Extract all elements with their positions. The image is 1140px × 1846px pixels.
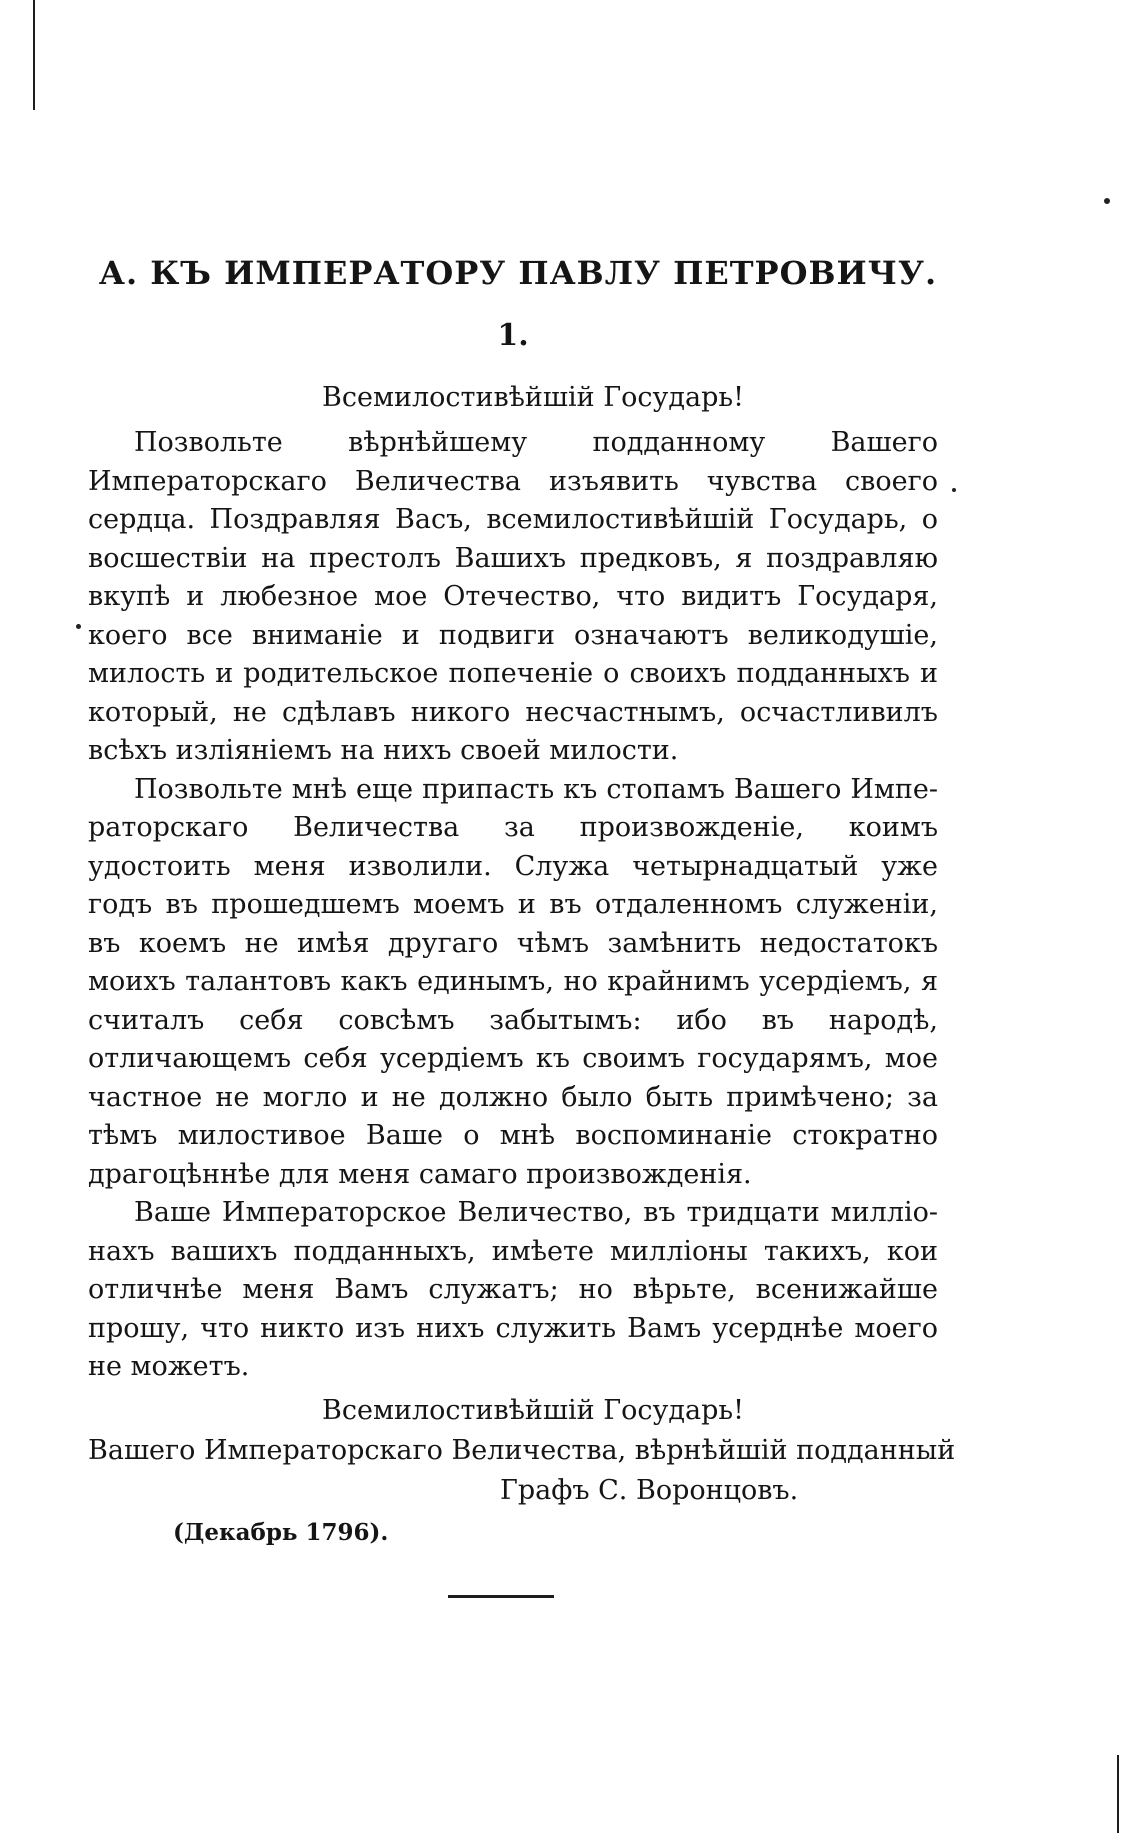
letter-number: 1.	[497, 318, 529, 353]
scan-edge-line-left	[33, 0, 35, 110]
scan-speck	[952, 488, 956, 492]
signature: Графъ С. Воронцовъ.	[500, 1474, 799, 1506]
salutation: Всемилостивѣйшій Государь!	[322, 382, 744, 413]
scan-edge-line-right	[1117, 1755, 1119, 1833]
letter-paragraph-2: Позвольте мнѣ еще припасть къ стопамъ Вашего Императорскаго Величества за произвожденіе, коимъ удостоить меня изволили. Служа четырнадцатый уже годъ въ прошедшемъ моемъ и въ отдаленномъ служеніи, въ коемъ не имѣя другаго чѣмъ замѣнить недостатокъ моихъ талантовъ какъ единымъ, но крайнимъ усердіемъ, я считалъ себя совсѣмъ забытымъ: ибо въ народѣ, отличающемъ себя усердіемъ къ своимъ государямъ, мое частное не могло и не должно было быть примѣчено; за тѣмъ милостивое Ваше о мнѣ воспоминаніе стократно драгоцѣннѣе для меня самаго произвожденія.	[88, 773, 938, 1190]
closing-salutation: Всемилостивѣйшій Государь!	[322, 1394, 744, 1426]
section-divider	[448, 1595, 554, 1598]
letter-paragraph-3: Ваше Императорское Величество, въ тридцати милліонахъ вашихъ подданныхъ, имѣете милліоны такихъ, кои отличнѣе меня Вамъ служатъ; но вѣрьте, всенижайше прошу, что никто изъ нихъ служить Вамъ усерднѣе моего не можетъ.	[88, 1197, 938, 1382]
closing-line: Вашего Императорскаго Величества, вѣрнѣйшій подданный	[88, 1434, 956, 1466]
scan-speck	[1104, 198, 1110, 204]
letter-date: (Декабрь 1796).	[173, 1518, 389, 1546]
section-heading: А. КЪ ИМПЕРАТОРУ ПАВЛУ ПЕТРОВИЧУ.	[98, 254, 938, 292]
document-page	[88, 250, 956, 1598]
letter-paragraph-1: Позвольте вѣрнѣйшему подданному Вашего Императорскаго Величества изъявить чувства своего сердца. Поздравляя Васъ, всемилостивѣйшій Государь, о восшествіи на престолъ Вашихъ предковъ, я поздравляю вкупѣ и любезное мое Отечество, что видитъ Государя, коего все вниманіе и подвиги означаютъ великодушіе, милость и родительское попеченіе о своихъ подданныхъ и который, не сдѣлавъ никого несчастнымъ, осчастливилъ всѣхъ изліяніемъ на нихъ своей милости.	[88, 427, 938, 766]
scan-speck	[76, 624, 81, 629]
